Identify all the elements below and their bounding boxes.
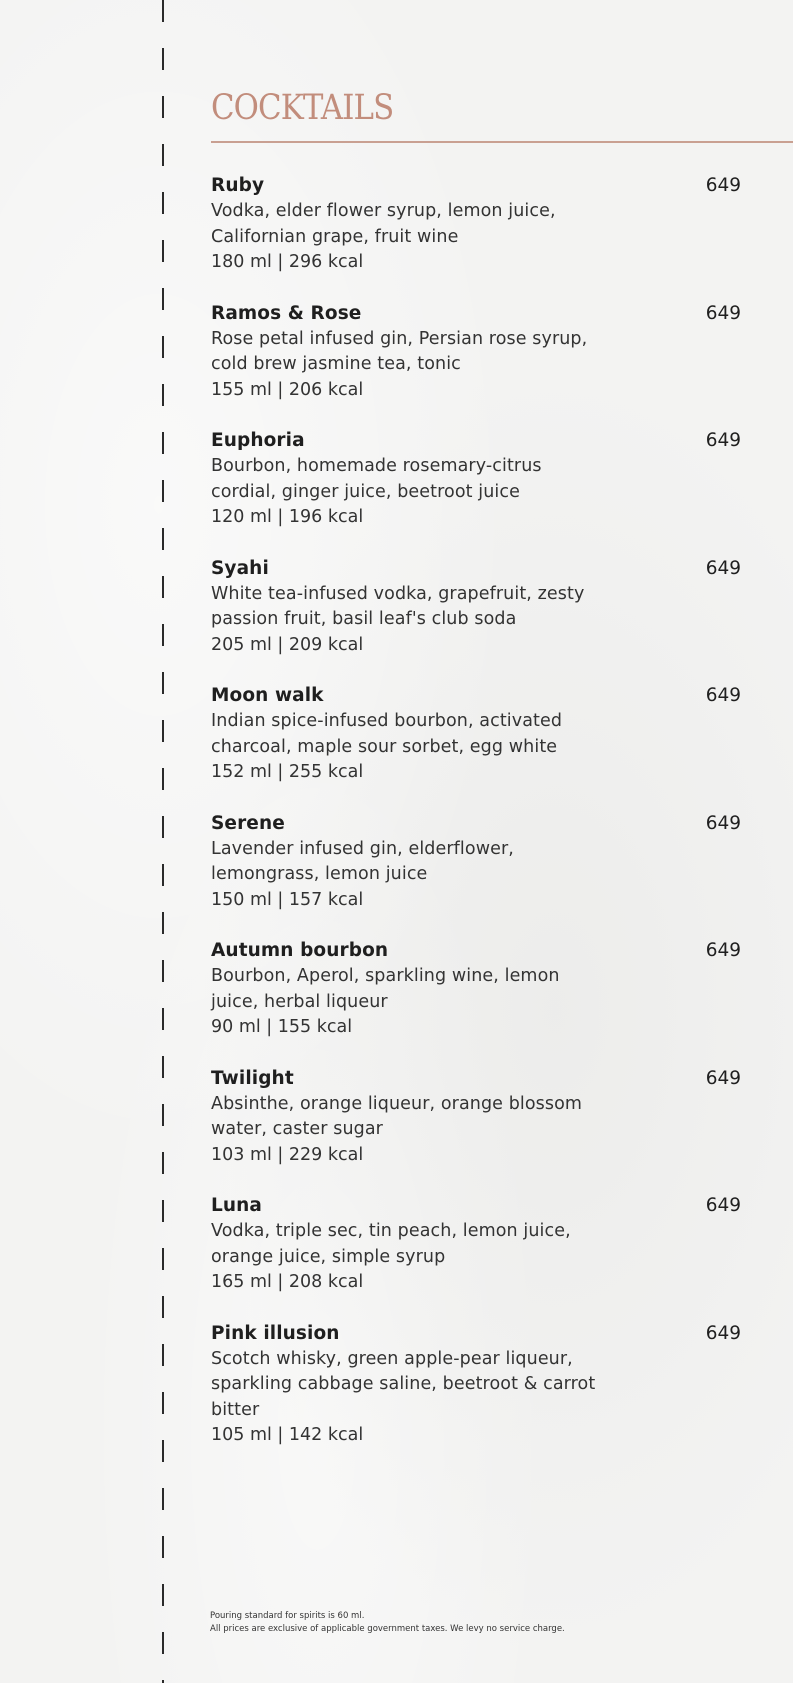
menu-item-header (211, 556, 741, 582)
footer-notes (210, 1610, 565, 1636)
menu-item-volume-calories: 90 ml | 155 kcal (211, 1017, 353, 1037)
menu-item-volume-calories: 120 ml | 196 kcal (211, 507, 364, 527)
menu-item-description: Absinthe, orange liqueur, orange blossom water, caster sugar (211, 1093, 583, 1139)
menu-item-description: Indian spice-infused bourbon, activated charcoal, maple sour sorbet, egg white (211, 711, 563, 757)
menu-item-description: Bourbon, Aperol, sparkling wine, lemon juice, herbal liqueur (211, 966, 560, 1012)
menu-item-description: Lavender infused gin, elderflower, lemongrass, lemon juice (211, 838, 514, 884)
menu-item-volume-calories: 180 ml | 296 kcal (211, 252, 364, 272)
menu-item-description: White tea-infused vodka, grapefruit, zesty passion fruit, basil leaf's club soda (211, 583, 585, 629)
menu-item (211, 428, 741, 531)
menu-item-header (211, 811, 741, 837)
menu-item-price: 649 (705, 302, 741, 324)
menu-item (211, 1193, 741, 1296)
menu-item-price: 649 (705, 1067, 741, 1089)
menu-item (211, 173, 741, 276)
menu-item-description: Rose petal infused gin, Persian rose syrup, cold brew jasmine tea, tonic (211, 328, 588, 374)
menu-item-volume-calories: 152 ml | 255 kcal (211, 762, 364, 782)
menu-item-description: Vodka, triple sec, tin peach, lemon juice, orange juice, simple syrup (211, 1221, 571, 1267)
section-title: COCKTAILS (211, 88, 394, 128)
menu-item-description: Bourbon, homemade rosemary-citrus cordial, ginger juice, beetroot juice (211, 456, 542, 502)
menu-item-header (211, 173, 741, 199)
menu-item-description: Vodka, elder flower syrup, lemon juice, Californian grape, fruit wine (211, 201, 556, 247)
menu-item (211, 938, 741, 1041)
menu-item-name: Luna (211, 1195, 263, 1216)
menu-item (211, 556, 741, 659)
section-header (211, 84, 793, 143)
footer-tax-note: All prices are exclusive of applicable government taxes. We levy no service charge. (210, 1624, 565, 1634)
menu-item-price: 649 (705, 812, 741, 834)
menu-item-description: Scotch whisky, green apple-pear liqueur, sparkling cabbage saline, beetroot & carrot bitter (211, 1348, 596, 1420)
menu-item-header (211, 938, 741, 964)
menu-item-header (211, 428, 741, 454)
menu-item-name: Euphoria (211, 430, 305, 451)
menu-item-price: 649 (705, 430, 741, 451)
dashed-divider-line (162, 0, 164, 1683)
menu-item-volume-calories: 165 ml | 208 kcal (211, 1272, 364, 1292)
menu-item-price: 649 (705, 685, 741, 706)
menu-item-name: Syahi (211, 557, 269, 579)
menu-item-name: Twilight (211, 1067, 294, 1089)
menu-item-name: Pink illusion (211, 1322, 340, 1344)
menu-item-price: 649 (705, 1195, 741, 1216)
cocktail-menu-list (211, 173, 741, 1474)
menu-item-header (211, 683, 741, 709)
title-underline (211, 141, 793, 143)
menu-item-price: 649 (705, 1322, 741, 1344)
menu-item-name: Serene (211, 812, 285, 834)
menu-item (211, 1066, 741, 1169)
menu-item-volume-calories: 103 ml | 229 kcal (211, 1144, 364, 1165)
menu-item-name: Ruby (211, 175, 265, 196)
menu-item-header (211, 1321, 741, 1347)
menu-item-header (211, 1193, 741, 1219)
menu-item-name: Moon walk (211, 685, 324, 706)
menu-item-price: 649 (705, 557, 741, 579)
menu-item (211, 301, 741, 404)
menu-item-volume-calories: 155 ml | 206 kcal (211, 379, 364, 400)
menu-item-price: 649 (705, 940, 741, 961)
menu-item-volume-calories: 105 ml | 142 kcal (211, 1425, 364, 1445)
menu-item-header (211, 1066, 741, 1092)
menu-item-header (211, 301, 741, 327)
menu-item-volume-calories: 205 ml | 209 kcal (211, 634, 364, 655)
footer-pouring-standard: Pouring standard for spirits is 60 ml. (210, 1611, 365, 1621)
menu-item-name: Ramos & Rose (211, 302, 362, 324)
menu-item-price: 649 (705, 175, 741, 196)
menu-item (211, 1321, 741, 1449)
menu-item-name: Autumn bourbon (211, 940, 389, 961)
menu-item (211, 811, 741, 914)
menu-item-volume-calories: 150 ml | 157 kcal (211, 889, 364, 910)
menu-item (211, 683, 741, 786)
